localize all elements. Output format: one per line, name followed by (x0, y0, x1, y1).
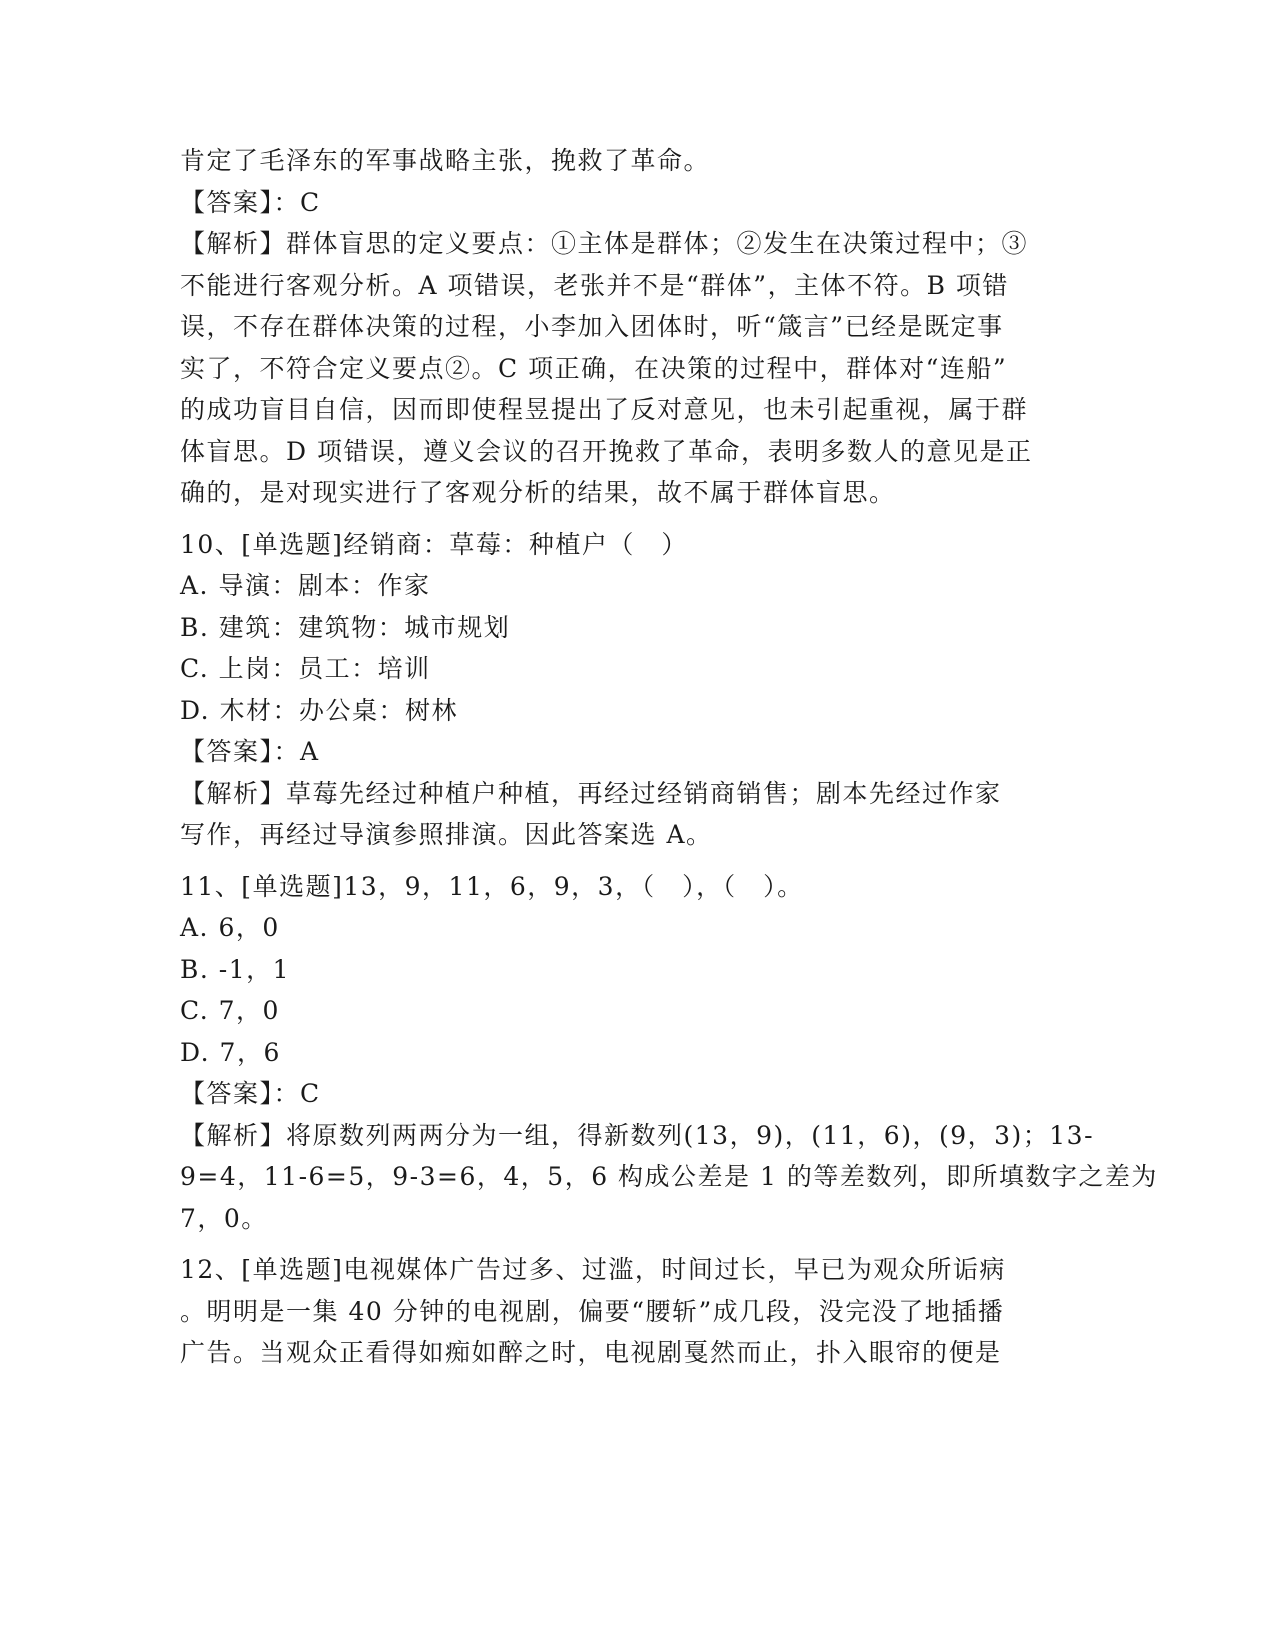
answer-line: 【答案】：C (180, 187, 321, 217)
question-10 (180, 524, 1040, 856)
option-d: D. 7，6 (180, 1037, 281, 1067)
analysis-line: 实了，不符合定义要点②。C 项正确，在决策的过程中，群体对“连船” (180, 353, 1008, 383)
question-12 (180, 1249, 1040, 1374)
analysis-line: 【解析】群体盲思的定义要点：①主体是群体；②发生在决策过程中；③ (180, 229, 1029, 258)
analysis-line: 误，不存在群体决策的过程，小李加入团体时，听“箴言”已经是既定事 (180, 312, 1004, 341)
question-stem: 11、[单选题]13，9，11，6，9，3，（ ），（ ）。 (180, 871, 804, 901)
answer-line: 【答案】：A (180, 737, 320, 766)
question-11 (180, 866, 1158, 1240)
question-stem: 广告。当观众正看得如痴如醉之时，电视剧戛然而止，扑入眼帘的便是 (180, 1338, 1002, 1367)
analysis-line: 体盲思。D 项错误，遵义会议的召开挽救了革命，表明多数人的意见是正 (180, 436, 1033, 466)
option-b: B. 建筑：建筑物：城市规划 (180, 612, 511, 642)
text-line: 肯定了毛泽东的军事战略主张，挽救了革命。 (180, 146, 711, 175)
question-stem: 10、[单选题]经销商：草莓：种植户（ ） (180, 529, 688, 559)
analysis-line: 确的，是对现实进行了客观分析的结果，故不属于群体盲思。 (180, 478, 896, 507)
analysis-line: 7，0。 (180, 1203, 268, 1233)
option-a: A. 导演：剧本：作家 (180, 571, 431, 600)
option-b: B. -1，1 (180, 954, 291, 984)
question-9-tail (180, 140, 1040, 514)
answer-line: 【答案】：C (180, 1079, 321, 1108)
analysis-line: 不能进行客观分析。A 项错误，老张并不是“群体”，主体不符。B 项错 (180, 270, 1009, 300)
analysis-line: 的成功盲目自信，因而即使程昱提出了反对意见，也未引起重视，属于群 (180, 395, 1029, 424)
analysis-line: 写作，再经过导演参照排演。因此答案选 A。 (180, 820, 713, 849)
question-stem: 。明明是一集 40 分钟的电视剧，偏要“腰斩”成几段，没完没了地插播 (180, 1296, 1005, 1326)
analysis-line: 【解析】将原数列两两分为一组，得新数列(13，9)，(11，6)，(9，3)；13- (180, 1120, 1095, 1150)
option-a: A. 6，0 (180, 913, 280, 942)
analysis-line: 【解析】草莓先经过种植户种植，再经过经销商销售；剧本先经过作家 (180, 778, 1002, 808)
option-c: C. 上岗：员工：培训 (180, 654, 431, 683)
analysis-line: 9=4，11-6=5，9-3=6，4，5，6 构成公差是 1 的等差数列，即所填数字之差为 (180, 1162, 1158, 1191)
option-d: D. 木材：办公桌：树林 (180, 695, 459, 725)
question-stem: 12、[单选题]电视媒体广告过多、过滥，时间过长，早已为观众所诟病 (180, 1255, 1006, 1284)
option-c: C. 7，0 (180, 996, 280, 1025)
document-page (180, 140, 1158, 1384)
